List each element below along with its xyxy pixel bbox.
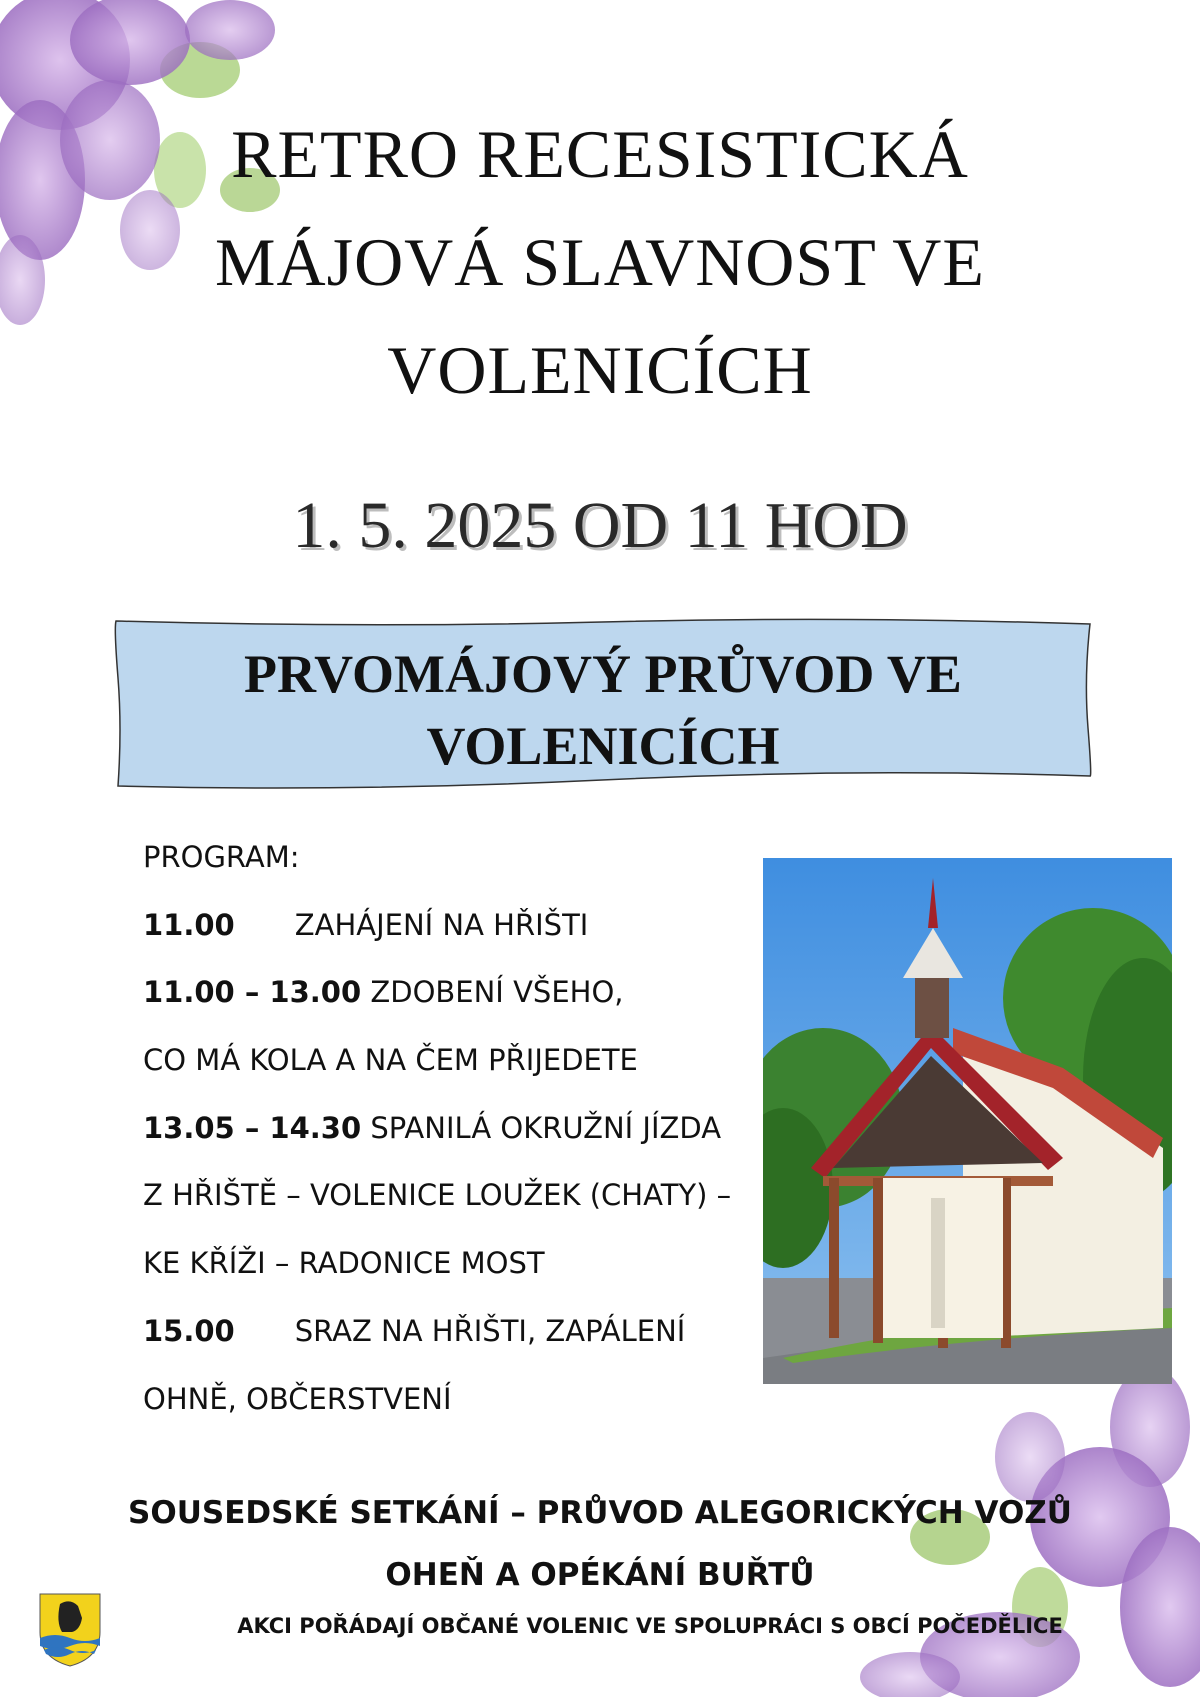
program-text: ZAHÁJENÍ NA HŘIŠTI xyxy=(294,907,589,942)
program-text: SPANILÁ OKRUŽNÍ JÍZDA xyxy=(370,1110,722,1145)
program-item xyxy=(143,967,763,1035)
footer-line-1: SOUSEDSKÉ SETKÁNÍ – PRŮVOD ALEGORICKÝCH VOZŮ xyxy=(128,1495,1072,1531)
program-text-continued: KE KŘÍŽI – RADONICE MOST xyxy=(143,1246,545,1281)
footer-line-2: OHEŇ A OPÉKÁNÍ BUŘTŮ xyxy=(385,1557,815,1593)
organizer-note: AKCI POŘÁDAJÍ OBČANÉ VOLENIC VE SPOLUPRÁCI S OBCÍ POČEDĚLICE xyxy=(237,1614,1063,1638)
event-title xyxy=(120,100,1080,424)
program-item xyxy=(143,1306,763,1374)
program-text-continued: CO MÁ KOLA A NA ČEM PŘIJEDETE xyxy=(143,1043,638,1078)
event-date: 1. 5. 2025 OD 11 HOD xyxy=(292,489,908,562)
program-text-continued: Z HŘIŠTĚ – VOLENICE LOUŽEK (CHATY) – xyxy=(143,1178,732,1213)
footer-highlights xyxy=(100,1482,1100,1606)
title-line-3: VOLENICÍCH xyxy=(387,332,813,408)
program-text-continued: OHNĚ, OBČERSTVENÍ xyxy=(143,1381,452,1416)
program-text: SRAZ NA HŘIŠTI, ZAPÁLENÍ xyxy=(294,1313,686,1348)
municipality-crest xyxy=(38,1592,102,1668)
banner-line-2: VOLENICÍCH xyxy=(426,716,780,776)
program-heading: PROGRAM: xyxy=(143,840,300,874)
title-line-1: RETRO RECESISTICKÁ xyxy=(231,116,969,192)
program-item xyxy=(143,1103,763,1171)
program-time: 11.00 xyxy=(143,907,235,942)
program-item xyxy=(143,900,763,968)
program-time: 15.00 xyxy=(143,1313,235,1348)
banner-line-1: PRVOMÁJOVÝ PRŮVOD VE xyxy=(244,644,962,704)
program-text: ZDOBENÍ VŠEHO, xyxy=(370,975,624,1010)
parade-banner xyxy=(112,618,1094,792)
program-list xyxy=(143,832,763,1441)
chapel-photo xyxy=(763,858,1172,1384)
title-line-2: MÁJOVÁ SLAVNOST VE xyxy=(215,224,985,300)
program-time: 11.00 – 13.00 xyxy=(143,975,362,1010)
program-time: 13.05 – 14.30 xyxy=(143,1110,362,1145)
